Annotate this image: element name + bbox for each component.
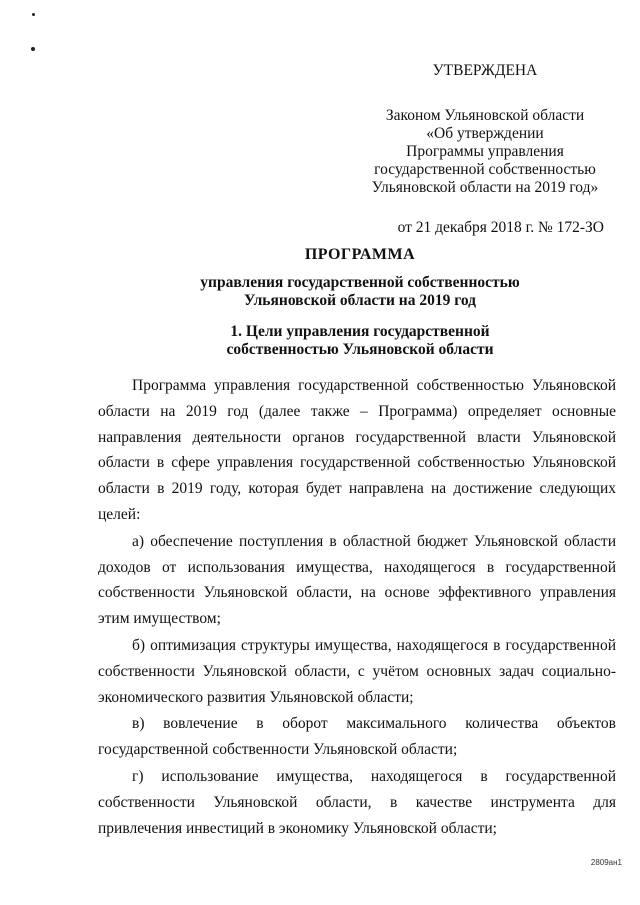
approval-line: «Об утверждении	[426, 125, 544, 142]
scan-speck-top	[32, 13, 35, 16]
body-paragraph: б) оптимизация структуры имущества, находящегося в государственной собственности Ульяновской области, с учётом основных задач социально-экономического развития Ульяновской области;	[98, 636, 616, 706]
body-paragraph: в) вовлечение в оборот максимального количества объектов государственной собственности Ульяновской области;	[98, 715, 616, 759]
section-heading-line: 1. Цели управления государственной	[230, 323, 490, 340]
section-heading-line: собственностью Ульяновской области	[226, 341, 494, 358]
body-paragraph: Программа управления государственной собственностью Ульяновской области на 2019 год (далее также – Программа) определяет основные направления деятельности органов государственной власти Ульяновской области в сфере управления государственной собственностью Ульяновской области в 2019 году, которая будет направлена на достижение следующих целей:	[98, 377, 616, 523]
approval-heading: УТВЕРЖДЕНА	[432, 62, 538, 79]
document-title-line: управления государственной собственностью	[200, 274, 520, 291]
body-paragraph: г) использование имущества, находящегося в государственной собственности Ульяновской области, в качестве инструмента для привлечения инвестиций в экономику Ульяновской области;	[98, 767, 616, 837]
scan-speck-mid	[31, 47, 35, 51]
document-title	[80, 246, 640, 310]
section-heading	[80, 323, 640, 359]
approval-block	[360, 62, 610, 237]
approval-line: Программы управления	[406, 143, 564, 160]
document-title-main: ПРОГРАММА	[304, 246, 416, 263]
document-body	[98, 373, 616, 841]
footer-document-code: 2809ан1	[590, 858, 622, 867]
body-paragraph: а) обеспечение поступления в областной бюджет Ульяновской области доходов от использования имущества, находящегося в государственной собственности Ульяновской области, на основе эффективного управления этим имуществом;	[98, 532, 616, 628]
approval-line: государственной собственностью	[374, 161, 596, 178]
approval-line: Ульяновской области на 2019 год»	[371, 179, 599, 196]
document-title-line: Ульяновской области на 2019 год	[243, 292, 476, 309]
approval-line: Законом Ульяновской области	[385, 107, 585, 124]
approval-date: от 21 декабря 2018 г. № 172-ЗО	[397, 219, 604, 236]
